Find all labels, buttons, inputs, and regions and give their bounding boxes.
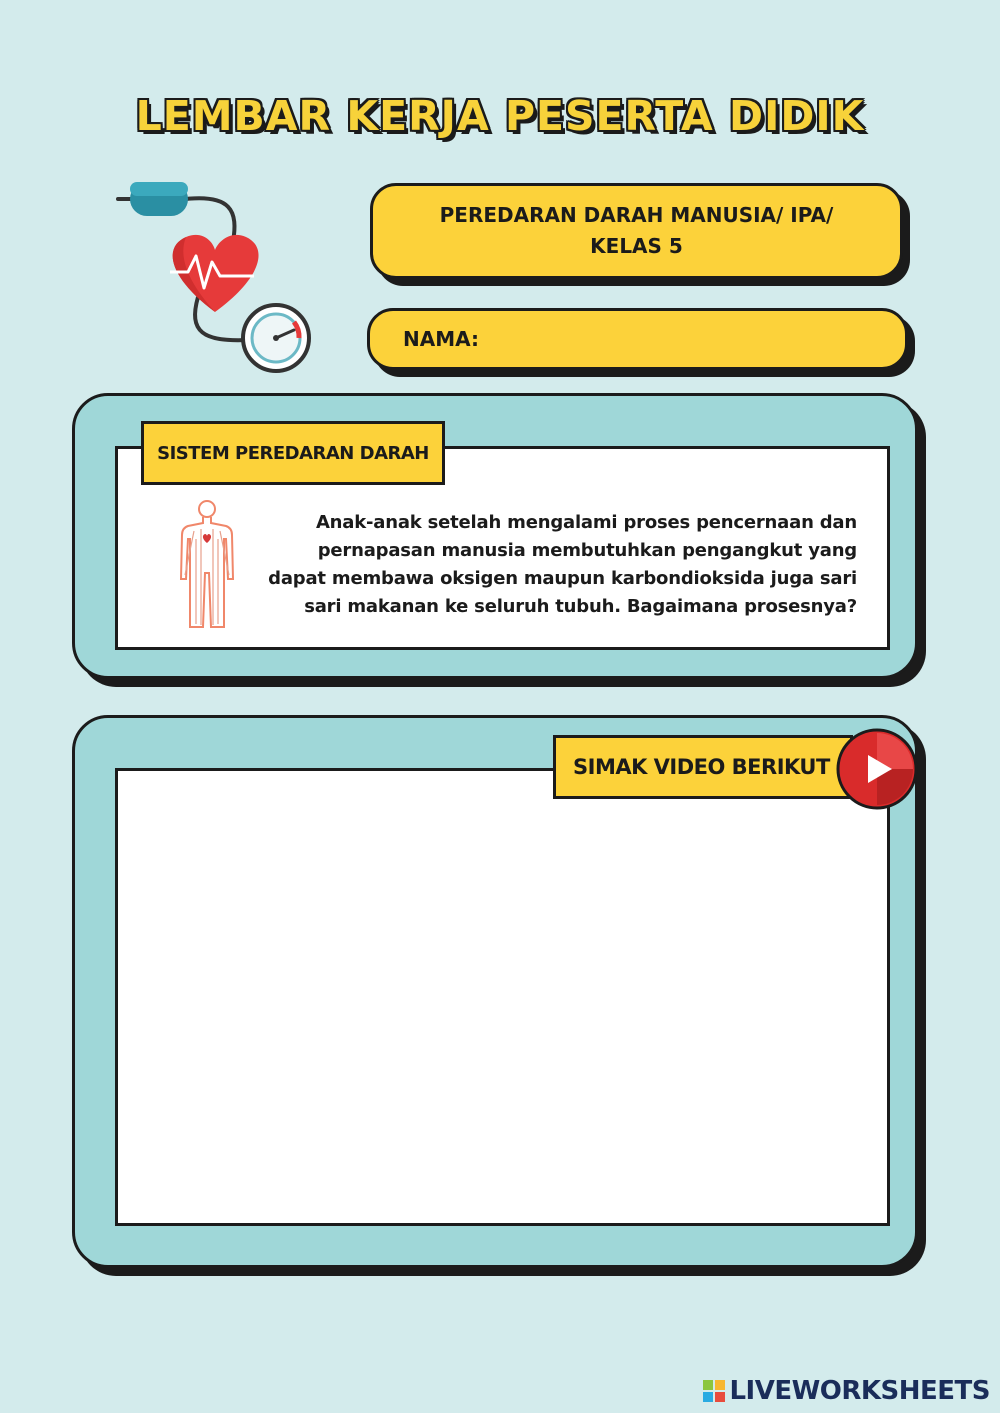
info-line: Anak-anak setelah mengalami proses pencernaan dan — [315, 512, 857, 533]
liveworksheets-logo-icon — [703, 1380, 725, 1402]
video-section-tag: SIMAK VIDEO BERIKUT — [553, 735, 853, 799]
name-label: NAMA: — [403, 327, 479, 351]
video-panel — [72, 715, 918, 1268]
info-section-tag: SISTEM PEREDARAN DARAH — [141, 421, 445, 485]
info-panel — [72, 393, 918, 679]
brand-name: LIVEWORKSHEETS — [729, 1376, 990, 1406]
info-line: sari makanan ke seluruh tubuh. Bagaimana prosesnya? — [304, 596, 857, 617]
info-description — [217, 509, 857, 621]
info-line: pernapasan manusia membutuhkan pengangkut yang — [317, 540, 857, 561]
info-line: dapat membawa oksigen maupun karbondioksida juga sari — [268, 568, 857, 589]
topic-text — [440, 200, 834, 262]
brand[interactable] — [703, 1376, 990, 1406]
topic-box — [370, 183, 903, 279]
video-box[interactable] — [115, 768, 890, 1226]
blood-pressure-heart-icon — [108, 172, 323, 377]
name-field[interactable] — [367, 308, 908, 370]
play-icon[interactable] — [836, 728, 918, 810]
topic-line-1: PEREDARAN DARAH MANUSIA/ IPA/ — [439, 203, 834, 227]
page-title: LEMBAR KERJA PESERTA DIDIK — [135, 92, 865, 140]
topic-line-2: KELAS 5 — [590, 234, 683, 258]
